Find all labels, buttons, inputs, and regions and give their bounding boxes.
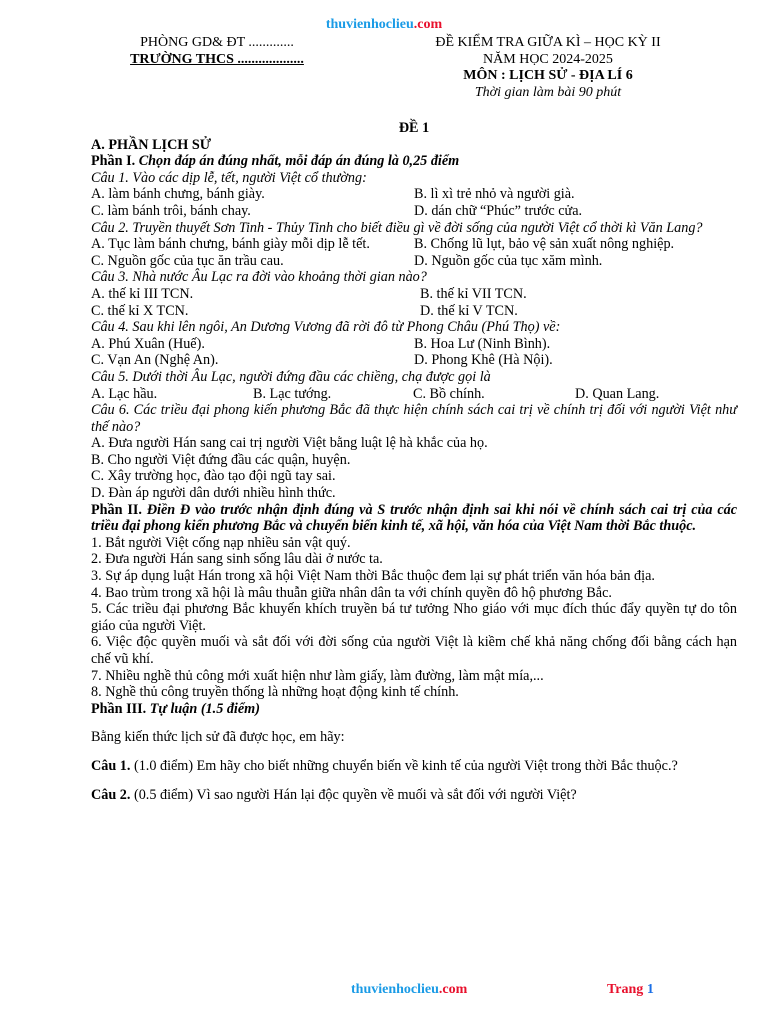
essay-question-2: Câu 2. (0.5 điểm) Vì sao người Hán lại độc quyền về muối và sắt đối với người Việt? <box>91 786 577 803</box>
essay-question-1: Câu 1. (1.0 điểm) Em hãy cho biết những chuyển biến về kinh tế của người Việt trong thời Bắc thuộc.? <box>91 757 678 774</box>
answer-option: A. Lạc hầu. <box>91 385 158 402</box>
essay-intro: Bằng kiến thức lịch sử đã được học, em hãy: <box>91 729 345 746</box>
answer-row <box>91 186 737 203</box>
answer-option: D. Quan Lang. <box>575 385 660 402</box>
question-stem: Câu 1. Vào các dịp lễ, tết, người Việt cổ thường: <box>91 169 367 186</box>
site-brand-footer: thuvienhoclieu.com <box>351 982 468 997</box>
answer-row <box>91 286 737 303</box>
answer-row <box>91 253 737 270</box>
answer-option: B. Hoa Lư (Ninh Bình). <box>414 335 551 352</box>
statement-item: 5. Các triều đại phương Bắc khuyến khích truyền bá tư tưởng Nho giáo với mục đích thúc đẩy quyền tự do tôn giáo của người Việt. <box>91 601 737 634</box>
exam-body <box>91 120 737 803</box>
answer-option: C. Nguồn gốc của tục ăn trầu cau. <box>91 252 284 269</box>
answer-option: B. Chống lũ lụt, bảo vệ sản xuất nông nghiệp. <box>414 236 675 253</box>
school-name: TRƯỜNG THCS ................... <box>130 51 304 67</box>
question-stem: Câu 3. Nhà nước Âu Lạc ra đời vào khoảng thời gian nào? <box>91 269 427 286</box>
answer-option: A. Phú Xuân (Huế). <box>91 335 205 352</box>
question-stem: Câu 5. Dưới thời Âu Lạc, người đứng đầu các chiềng, chạ được gọi là <box>91 368 491 385</box>
answer-option: A. Đưa người Hán sang cai trị người Việt bằng luật lệ hà khắc của họ. <box>91 435 488 452</box>
answer-row <box>91 336 737 353</box>
answer-row <box>91 203 737 220</box>
part2-heading: Phần II. Điền Đ vào trước nhận định đúng và S trước nhận định sai khi nói về chính sách cai trị của các triều đại phong kiến phương Bắc và chuyển biến kinh tế, xã hội, văn hóa của Việt Nam thời Bắc thuộc. <box>91 501 738 535</box>
answer-option: D. Đàn áp người dân dưới nhiều hình thức. <box>91 485 336 502</box>
statement-item: 7. Nhiều nghề thủ công mới xuất hiện như làm giấy, làm đường, làm mật mía,... <box>91 667 544 684</box>
exam-title: ĐỀ KIỂM TRA GIỮA KÌ – HỌC KỲ II <box>435 35 661 50</box>
answer-option: A. làm bánh chưng, bánh giày. <box>91 186 265 203</box>
answer-option: D. Phong Khê (Hà Nội). <box>414 352 553 369</box>
statement-item: 4. Bao trùm trong xã hội là mâu thuẫn giữa nhân dân ta với chính quyền đô hộ phương Bắc. <box>91 584 612 601</box>
answer-option: B. Cho người Việt đứng đầu các quận, huyện. <box>91 451 351 468</box>
subject: MÔN : LỊCH SỬ - ĐỊA LÍ 6 <box>463 68 633 84</box>
answer-option: D. thế kỉ V TCN. <box>420 302 518 319</box>
answer-option: B. Lạc tướng. <box>253 385 332 402</box>
answer-option: A. thế kỉ III TCN. <box>91 285 194 302</box>
part3-heading: Phần III. Tự luận (1.5 điểm) <box>91 700 260 717</box>
site-brand-top: thuvienhoclieu.com <box>325 17 443 32</box>
exam-header <box>388 35 708 101</box>
answer-row <box>91 236 737 253</box>
answer-row <box>91 386 737 403</box>
question-stem: Câu 2. Truyền thuyết Sơn Tinh - Thủy Tinh cho biết điều gì về đời sống của người Việt cổ thời kì Văn Lang? <box>91 219 703 236</box>
page-number: Trang 1 <box>607 982 654 997</box>
time-limit: Thời gian làm bài 90 phút <box>474 84 622 100</box>
page-footer <box>0 982 768 1002</box>
answer-option: B. lì xì trẻ nhỏ và người già. <box>414 186 575 203</box>
question-stem: Câu 6. Các triều đại phong kiến phương Bắc đã thực hiện chính sách cai trị về chính trị đối với người Việt như thế nào? <box>91 402 737 435</box>
school-year: NĂM HỌC 2024-2025 <box>483 51 613 67</box>
part1-heading: Phần I. Chọn đáp án đúng nhất, mỗi đáp án đúng là 0,25 điểm <box>91 153 460 170</box>
statement-item: 1. Bắt người Việt cống nạp nhiều sản vật quý. <box>91 534 351 551</box>
answer-row <box>91 352 737 369</box>
section-a-title: A. PHẦN LỊCH SỬ <box>91 136 212 153</box>
answer-option: D. Nguồn gốc của tục xăm mình. <box>414 252 603 269</box>
answer-option: C. làm bánh trôi, bánh chay. <box>91 202 251 219</box>
answer-row <box>91 303 737 320</box>
answer-option: C. Bồ chính. <box>413 385 485 402</box>
answer-option: C. Xây trường học, đào tạo đội ngũ tay sai. <box>91 468 336 485</box>
question-stem: Câu 4. Sau khi lên ngôi, An Dương Vương đã rời đô từ Phong Châu (Phú Thọ) về: <box>91 319 561 336</box>
statement-item: 2. Đưa người Hán sang sinh sống lâu dài ở nước ta. <box>91 551 383 568</box>
exam-code: ĐỀ 1 <box>398 120 430 136</box>
department-line: PHÒNG GD& ĐT ............. <box>140 35 294 50</box>
statement-item: 8. Nghề thủ công truyền thống là những hoạt động kinh tế chính. <box>91 684 459 701</box>
answer-option: B. thế kỉ VII TCN. <box>420 285 527 302</box>
statement-item: 3. Sự áp dụng luật Hán trong xã hội Việt Nam thời Bắc thuộc đem lại sự phát triển văn hóa bản địa. <box>91 568 655 585</box>
school-header <box>92 35 342 68</box>
answer-option: A. Tục làm bánh chưng, bánh giày mỗi dịp lễ tết. <box>91 236 370 253</box>
statement-item: 6. Việc độc quyền muối và sắt đối với đời sống của người Việt là kiềm chế khả năng chống đối bằng cách hạn chế vũ khí. <box>91 634 737 667</box>
answer-option: C. thế kỉ X TCN. <box>91 302 189 319</box>
answer-option: D. dán chữ “Phúc” trước cửa. <box>414 202 583 219</box>
answer-option: C. Vạn An (Nghệ An). <box>91 352 219 369</box>
